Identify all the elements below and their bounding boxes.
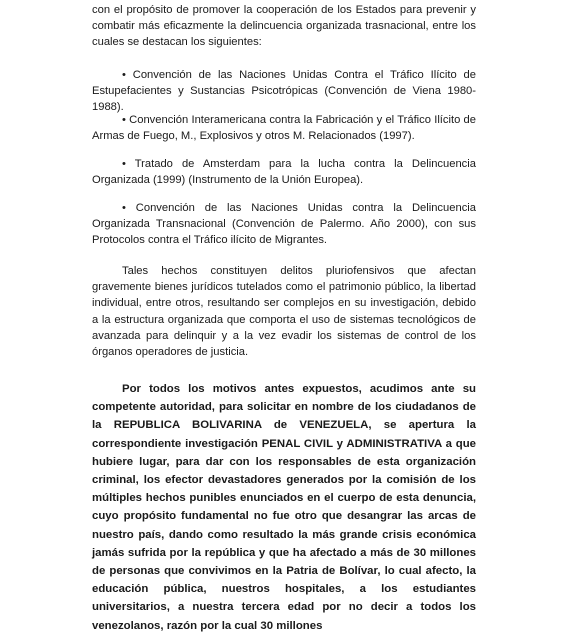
conclusion-text-g: a que hubiere lugar, para dar con los responsables de esta organización criminal, los efector devastadores generados por la comisión de los múltiples hechos punibles enunciados en el cuerpo de esta denuncia, cuyo propósito fundamental no fue otro que desangrar las arcas de nuestro país, dando como resultado la más grande crisis económica jamás sufrida por la república y que ha afectado a más de 30 millones de personas que convivimos en la Patria de Bolívar, lo cual afecto, la educación pública, nuestros hospitales, a los estudiantes universitarios, a nuestra tercera edad por no decir a todos los venezolanos, razón por la cual 30 millones bbox=[92, 437, 477, 632]
list-item-vienna-convention: • Convención de las Naciones Unidas Contra el Tráfico Ilícito de Estupefacientes y Sustancias Psicotrópicas (Convención de Viena 1980-1988). bbox=[92, 69, 476, 114]
intro-paragraph: con el propósito de promover la cooperación de los Estados para prevenir y combatir más eficazmente la delincuencia organizada trasnacional, entre los cuales se destacan los siguientes: bbox=[92, 4, 476, 49]
administrativa-label: ADMINISTRATIVA bbox=[346, 437, 442, 450]
conclusion-text-a: Por todos los motivos antes expuestos, acudimos ante su competente autoridad, para solicitar en nombre de los ciudadanos de la bbox=[92, 383, 476, 432]
conclusion-paragraph bbox=[92, 380, 476, 635]
hechos-paragraph: Tales hechos constituyen delitos pluriofensivos que afectan gravemente bienes jurídicos tutelados como el patrimonio público, la libertad individual, entre otros, resultando ser complejos en su investigación, debido a la estructura organizada que comporta el uso de sistemas tecnológicos de avanzada para delinquir y a la vez evadir los sistemas de control de los órganos operadores de justicia. bbox=[92, 265, 476, 359]
penal-civil-label: PENAL CIVIL bbox=[261, 437, 333, 450]
list-item-amsterdam-treaty: • Tratado de Amsterdam para la lucha contra la Delincuencia Organizada (1999) (Instrumento de la Unión Europea). bbox=[92, 158, 476, 187]
list-item-interamerican-convention: • Convención Interamericana contra la Fabricación y el Tráfico Ilícito de Armas de Fuego, M., Explosivos y otros M. Relacionados (1997). bbox=[92, 114, 476, 143]
republic-name: REPUBLICA BOLIVARINA de VENEZUELA bbox=[113, 419, 369, 432]
list-item-palermo-convention: • Convención de las Naciones Unidas contra la Delincuencia Organizada Transnacional (Convención de Palermo. Año 2000), con sus Protocolos contra el Tráfico ilícito de Migrantes. bbox=[92, 202, 476, 247]
conclusion-text-c: , se apertura la correspondiente investigación bbox=[92, 419, 476, 450]
conclusion-text-e: y bbox=[332, 437, 347, 450]
